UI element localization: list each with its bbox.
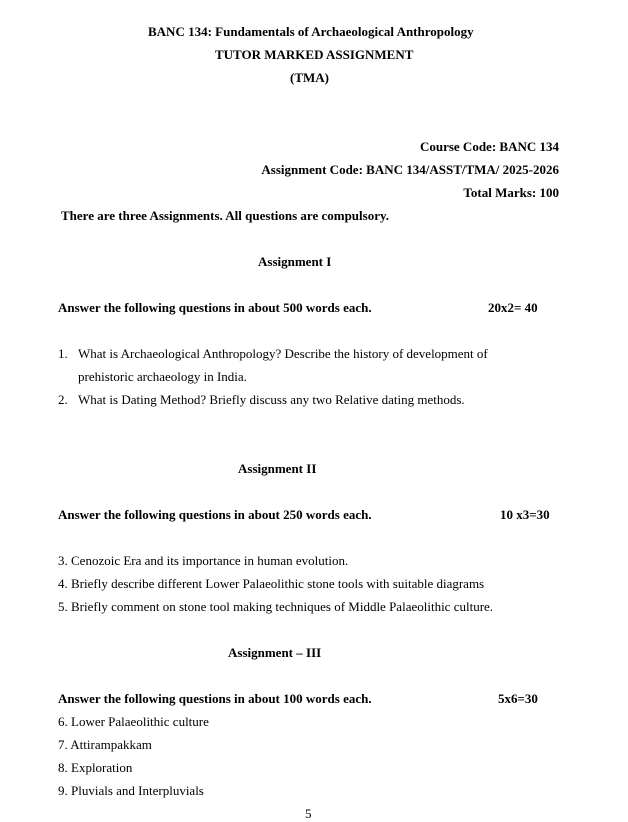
question-number: 2. xyxy=(58,392,68,407)
section-marks-3: 5x6=30 xyxy=(498,691,538,706)
question-text: What is Dating Method? Briefly discuss any two Relative dating methods. xyxy=(78,392,465,407)
section-title-assignment-1: Assignment I xyxy=(258,254,332,269)
section-instruction-2: Answer the following questions in about 250 words each. xyxy=(58,507,372,522)
section-instruction-1: Answer the following questions in about 500 words each. xyxy=(58,300,372,315)
section-title-assignment-2: Assignment II xyxy=(238,461,317,476)
question-item: 8. Exploration xyxy=(58,760,133,775)
question-item: 7. Attirampakkam xyxy=(58,737,152,752)
section-title-assignment-3: Assignment – III xyxy=(228,645,322,660)
question-item: 5. Briefly comment on stone tool making techniques of Middle Palaeolithic culture. xyxy=(58,599,494,614)
assignment-code: Assignment Code: BANC 134/ASST/TMA/ 2025-2026 xyxy=(261,162,559,177)
general-instruction: There are three Assignments. All questions are compulsory. xyxy=(61,208,390,223)
section-marks-1: 20x2= 40 xyxy=(488,300,538,315)
tma-abbreviation: (TMA) xyxy=(290,70,329,85)
section-instruction-3: Answer the following questions in about 100 words each. xyxy=(58,691,372,706)
section-marks-2: 10 x3=30 xyxy=(500,507,550,522)
course-title: BANC 134: Fundamentals of Archaeological Anthropology xyxy=(148,24,474,39)
assignment-type-heading: TUTOR MARKED ASSIGNMENT xyxy=(215,47,414,62)
question-text: What is Archaeological Anthropology? Describe the history of development of xyxy=(78,346,488,361)
question-item: 9. Pluvials and Interpluvials xyxy=(58,783,204,798)
total-marks: Total Marks: 100 xyxy=(463,185,559,200)
question-item: 3. Cenozoic Era and its importance in human evolution. xyxy=(58,553,349,568)
course-code: Course Code: BANC 134 xyxy=(419,139,559,154)
question-item: 6. Lower Palaeolithic culture xyxy=(58,714,209,729)
page-number: 5 xyxy=(305,806,312,821)
question-number: 1. xyxy=(58,346,68,361)
question-item: 4. Briefly describe different Lower Palaeolithic stone tools with suitable diagrams xyxy=(58,576,485,591)
question-text-continued: prehistoric archaeology in India. xyxy=(78,369,247,384)
